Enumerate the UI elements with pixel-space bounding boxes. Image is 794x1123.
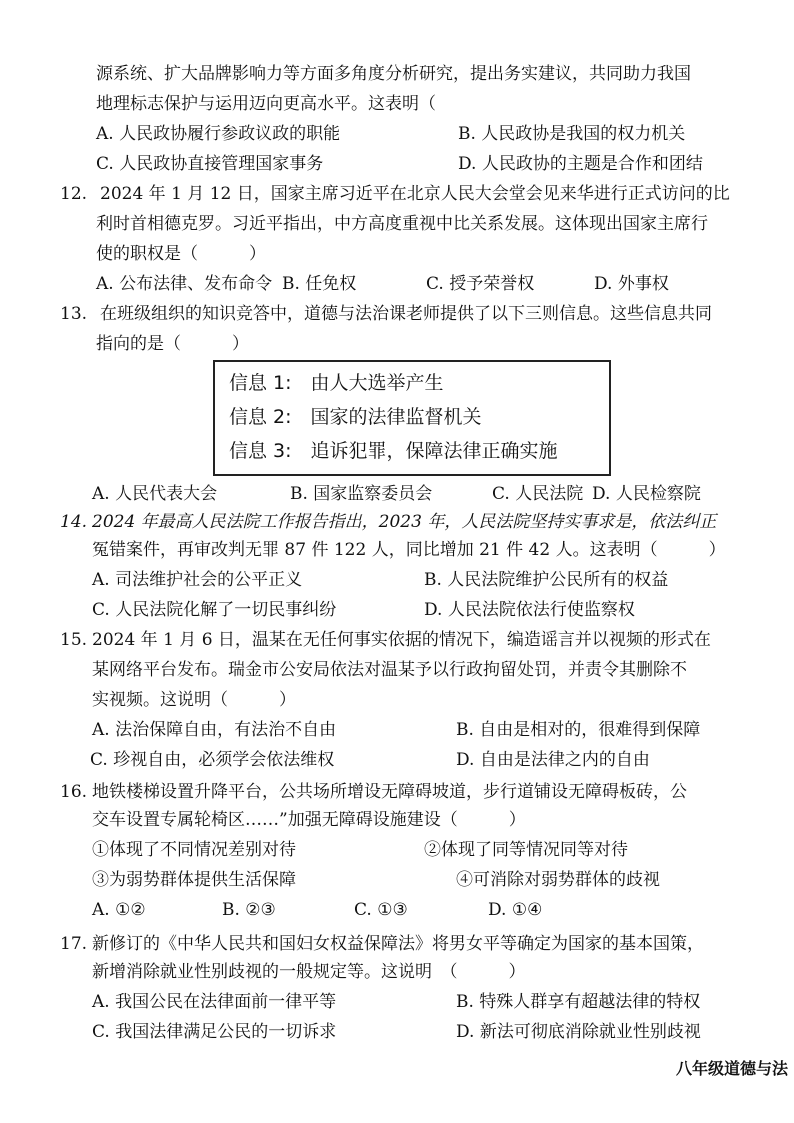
q17-option-c: C. 我国法律满足公民的一切诉求: [92, 1022, 337, 1042]
intro-line-1: 源系统、扩大品牌影响力等方面多角度分析研究，提出务实建议，共同助力我国: [96, 64, 691, 84]
q16-line-2: 交车设置专属轮椅区……”加强无障碍设施建设（ ）: [92, 810, 526, 830]
q16-option-b: B. ②③: [222, 900, 276, 920]
q14-line-1: 2024 年最高人民法院工作报告指出，2023 年，人民法院坚持实事求是，依法纠正: [92, 512, 717, 532]
q13-option-a: A. 人民代表大会: [92, 484, 218, 504]
q12-line-3: 使的职权是（ ）: [96, 244, 266, 264]
q15-option-c: C. 珍视自由，必须学会依法维权: [90, 750, 335, 770]
question-number-12: 12.: [60, 184, 88, 204]
intro-option-c: C. 人民政协直接管理国家事务: [96, 154, 324, 174]
info-line-3: 信息 3: 追诉犯罪，保障法律正确实施: [229, 440, 558, 462]
q14-option-a: A. 司法维护社会的公平正义: [92, 570, 303, 590]
q13-option-d: D. 人民检察院: [592, 484, 701, 504]
q12-option-d: D. 外事权: [594, 274, 669, 294]
q16-item-4: ④可消除对弱势群体的歧视: [456, 870, 660, 890]
q17-option-b: B. 特殊人群享有超越法律的特权: [456, 992, 701, 1012]
q17-line-2: 新增消除就业性别歧视的一般规定等。这说明 （ ）: [92, 962, 526, 982]
intro-option-d: D. 人民政协的主题是合作和团结: [458, 154, 703, 174]
q12-option-a: A. 公布法律、发布命令: [96, 274, 273, 294]
q12-line-2: 利时首相德克罗。习近平指出，中方高度重视中比关系发展。这体现出国家主席行: [96, 214, 708, 234]
q12-line-1: 2024 年 1 月 12 日，国家主席习近平在北京人民大会堂会见来华进行正式访问的比: [100, 184, 730, 204]
intro-option-b: B. 人民政协是我国的权力机关: [458, 124, 686, 144]
q16-option-a: A. ①②: [92, 900, 146, 920]
q15-line-1: 2024 年 1 月 6 日，温某在无任何事实依据的情况下，编造谣言并以视频的形式在: [92, 630, 711, 650]
q15-line-2: 某网络平台发布。瑞金市公安局依法对温某予以行政拘留处罚，并责令其删除不: [92, 660, 687, 680]
intro-line-2: 地理标志保护与运用迈向更高水平。这表明（: [96, 94, 436, 114]
q15-option-d: D. 自由是法律之内的自由: [456, 750, 650, 770]
q16-item-3: ③为弱势群体提供生活保障: [92, 870, 296, 890]
question-number-13: 13.: [60, 304, 88, 324]
page-footer: 八年级道德与法: [675, 1059, 788, 1078]
info-line-2: 信息 2: 国家的法律监督机关: [229, 406, 482, 428]
q17-option-d: D. 新法可彻底消除就业性别歧视: [456, 1022, 701, 1042]
question-number-14: 14.: [60, 512, 88, 532]
q12-option-b: B. 任免权: [282, 274, 357, 294]
question-number-16: 16.: [60, 782, 88, 802]
q16-option-c: C. ①③: [354, 900, 408, 920]
question-number-17: 17.: [60, 934, 88, 954]
q14-option-b: B. 人民法院维护公民所有的权益: [424, 570, 669, 590]
q14-option-d: D. 人民法院依法行使监察权: [424, 600, 635, 620]
q13-option-c: C. 人民法院: [492, 484, 584, 504]
q15-line-3: 实视频。这说明（ ）: [92, 690, 296, 710]
q13-line-2: 指向的是（ ）: [96, 334, 249, 354]
info-line-1: 信息 1: 由人大选举产生: [229, 372, 444, 394]
q14-line-2: 冤错案件，再审改判无罪 87 件 122 人，同比增加 21 件 42 人。这表明（ ）: [92, 540, 726, 560]
q16-option-d: D. ①④: [488, 900, 543, 920]
intro-option-a: A. 人民政协履行参政议政的职能: [96, 124, 341, 144]
q16-item-1: ①体现了不同情况差别对待: [92, 840, 296, 860]
q17-option-a: A. 我国公民在法律面前一律平等: [92, 992, 337, 1012]
q14-option-c: C. 人民法院化解了一切民事纠纷: [92, 600, 337, 620]
q16-line-1: 地铁楼梯设置升降平台，公共场所增设无障碍坡道，步行道铺设无障碍板砖，公: [92, 782, 687, 802]
question-number-15: 15.: [60, 630, 88, 650]
q17-line-1: 新修订的《中华人民共和国妇女权益保障法》将男女平等确定为国家的基本国策，: [92, 934, 704, 954]
q15-option-b: B. 自由是相对的，很难得到保障: [456, 720, 701, 740]
q15-option-a: A. 法治保障自由，有法治不自由: [92, 720, 337, 740]
info-box: [213, 360, 611, 476]
q13-line-1: 在班级组织的知识竞答中，道德与法治课老师提供了以下三则信息。这些信息共同: [100, 304, 712, 324]
q12-option-c: C. 授予荣誉权: [426, 274, 535, 294]
q13-option-b: B. 国家监察委员会: [290, 484, 433, 504]
q16-item-2: ②体现了同等情况同等对待: [424, 840, 628, 860]
